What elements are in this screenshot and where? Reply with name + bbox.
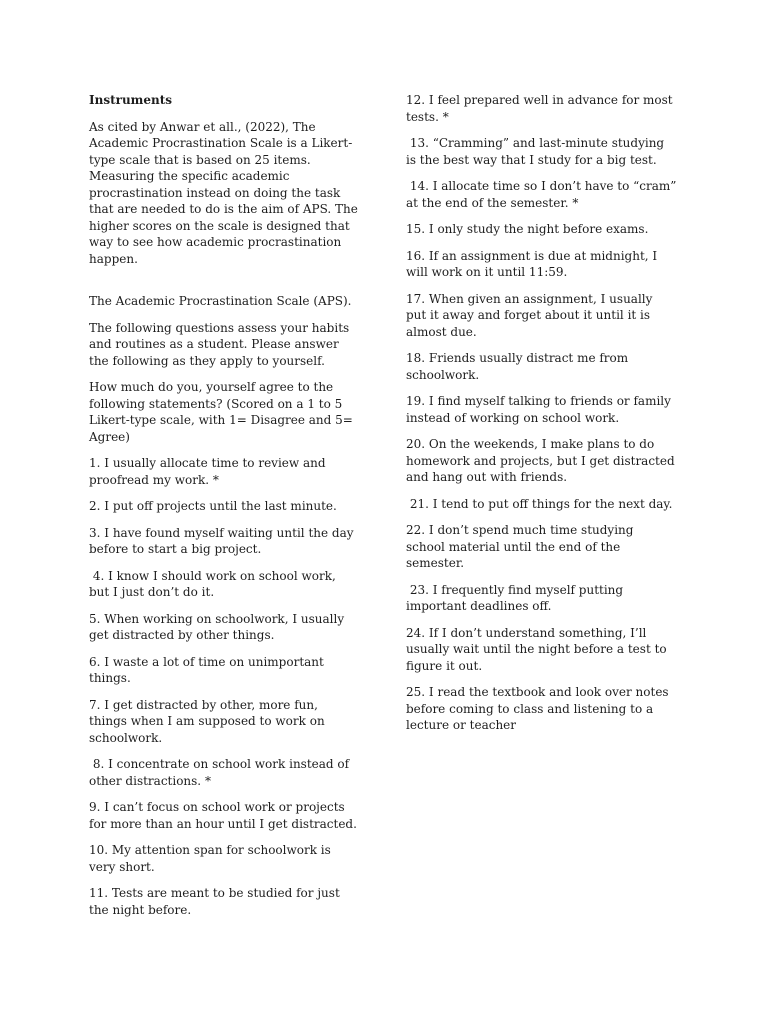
text-line: Academic Procrastination Scale is a Likert- <box>89 136 353 150</box>
text-line: things. <box>89 671 131 685</box>
section-heading <box>89 92 379 109</box>
scale-item-17 <box>406 291 706 341</box>
text-line: very short. <box>89 859 155 874</box>
text-line: and routines as a student. Please answer <box>89 337 339 351</box>
text-line: get distracted by other things. <box>89 628 275 642</box>
text-line: 15. I only study the night before exams. <box>406 222 649 236</box>
scale-item-16 <box>406 248 706 281</box>
scale-item-4 <box>89 568 379 601</box>
right-column <box>406 92 706 744</box>
text-line: 12. I feel prepared well in advance for most <box>406 93 673 107</box>
scale-item-15 <box>406 221 706 238</box>
text-line: 5. When working on schoolwork, I usually <box>89 611 345 626</box>
text-line: but I just don’t do it. <box>89 585 215 599</box>
scale-item-7 <box>89 697 379 747</box>
text-line: schoolwork. <box>406 367 480 382</box>
heading-text: Instruments <box>89 93 173 107</box>
text-line: Likert-type scale, with 1= Disagree and 5= <box>89 413 353 427</box>
text-line: things when I am supposed to work on <box>89 714 325 728</box>
text-line: 16. If an assignment is due at midnight, I <box>406 248 658 263</box>
text-line: figure it out. <box>406 658 483 673</box>
text-line: 2. I put off projects until the last minute. <box>89 499 337 513</box>
text-line: way to see how academic procrastination <box>89 235 342 249</box>
text-line: the following as they apply to yourself. <box>89 353 325 368</box>
scale-item-12 <box>406 92 706 125</box>
text-line: school material until the end of the <box>406 539 621 554</box>
text-line: semester. <box>406 556 465 570</box>
text-line: As cited by Anwar et all., (2022), The <box>89 119 316 134</box>
text-line: 23. I frequently find myself putting <box>406 582 624 597</box>
text-line: The following questions assess your habits <box>89 320 350 335</box>
text-line: 4. I know I should work on school work, <box>89 568 336 583</box>
scale-item-23 <box>406 582 706 615</box>
text-line: How much do you, yourself agree to the <box>89 380 334 394</box>
text-line: tests. * <box>406 109 449 124</box>
scale-item-18 <box>406 350 706 383</box>
scale-item-24 <box>406 625 706 675</box>
text-line: 3. I have found myself waiting until the day <box>89 525 354 540</box>
text-line: is the best way that I study for a big test. <box>406 152 657 167</box>
scale-item-22 <box>406 522 706 572</box>
text-line: almost due. <box>406 324 477 339</box>
text-line: important deadlines off. <box>406 599 552 613</box>
text-line: Measuring the specific academic <box>89 169 290 183</box>
intro-paragraph <box>89 119 379 268</box>
scale-item-9 <box>89 799 379 832</box>
text-line: other distractions. * <box>89 773 211 788</box>
text-line: 17. When given an assignment, I usually <box>406 291 653 306</box>
text-line: the night before. <box>89 902 192 917</box>
text-line: 24. If I don’t understand something, I’ll <box>406 625 647 640</box>
text-line: instead of working on school work. <box>406 410 620 425</box>
text-line: usually wait until the night before a test to <box>406 642 667 656</box>
scale-item-20 <box>406 436 706 486</box>
text-line: Agree) <box>89 429 130 444</box>
text-line: 8. I concentrate on school work instead of <box>89 757 350 771</box>
instructions-paragraph <box>89 320 379 370</box>
text-line: 25. I read the textbook and look over notes <box>406 685 669 699</box>
scoring-paragraph <box>89 379 379 445</box>
scale-item-8 <box>89 756 379 789</box>
text-line: before to start a big project. <box>89 542 262 556</box>
text-line: procrastination instead on doing the task <box>89 185 341 200</box>
left-column <box>89 92 379 928</box>
text-line: 21. I tend to put off things for the next day. <box>406 496 673 511</box>
text-line: at the end of the semester. * <box>406 195 579 210</box>
scale-item-6 <box>89 654 379 687</box>
scale-item-21 <box>406 496 706 513</box>
text-line: 1. I usually allocate time to review and <box>89 456 326 470</box>
scale-item-19 <box>406 393 706 426</box>
scale-item-13 <box>406 135 706 168</box>
scale-item-2 <box>89 498 379 515</box>
scale-item-5 <box>89 611 379 644</box>
text-line: 11. Tests are meant to be studied for just <box>89 886 340 900</box>
scale-item-25 <box>406 684 706 734</box>
text-line: 7. I get distracted by other, more fun, <box>89 697 318 712</box>
text-line: for more than an hour until I get distracted. <box>89 816 357 831</box>
text-line: higher scores on the scale is designed that <box>89 218 350 233</box>
text-line: following statements? (Scored on a 1 to 5 <box>89 396 343 411</box>
text-line: 22. I don’t spend much time studying <box>406 523 634 537</box>
text-line: lecture or teacher <box>406 718 517 732</box>
text-line: proofread my work. * <box>89 472 219 487</box>
text-line: that are needed to do is the aim of APS. The <box>89 202 358 216</box>
text-line: 6. I waste a lot of time on unimportant <box>89 654 324 669</box>
text-line: 19. I find myself talking to friends or family <box>406 394 671 408</box>
text-line: happen. <box>89 251 138 266</box>
text-line: 10. My attention span for schoolwork is <box>89 843 331 857</box>
scale-title <box>89 293 379 310</box>
text-line: before coming to class and listening to a <box>406 701 654 716</box>
text-line: The Academic Procrastination Scale (APS). <box>89 294 352 308</box>
text-line: type scale that is based on 25 items. <box>89 152 311 167</box>
text-line: 13. “Cramming” and last-minute studying <box>406 136 665 150</box>
scale-item-3 <box>89 525 379 558</box>
scale-item-1 <box>89 455 379 488</box>
text-line: schoolwork. <box>89 730 163 745</box>
text-line: homework and projects, but I get distracted <box>406 453 675 468</box>
scale-item-14 <box>406 178 706 211</box>
text-line: and hang out with friends. <box>406 470 568 484</box>
text-line: put it away and forget about it until it is <box>406 308 651 322</box>
scale-item-10 <box>89 842 379 875</box>
scale-item-11 <box>89 885 379 918</box>
text-line: 18. Friends usually distract me from <box>406 351 629 365</box>
text-line: 14. I allocate time so I don’t have to “cram” <box>406 179 677 193</box>
text-line: 9. I can’t focus on school work or projects <box>89 800 345 814</box>
text-line: will work on it until 11:59. <box>406 265 568 279</box>
text-line: 20. On the weekends, I make plans to do <box>406 437 655 451</box>
